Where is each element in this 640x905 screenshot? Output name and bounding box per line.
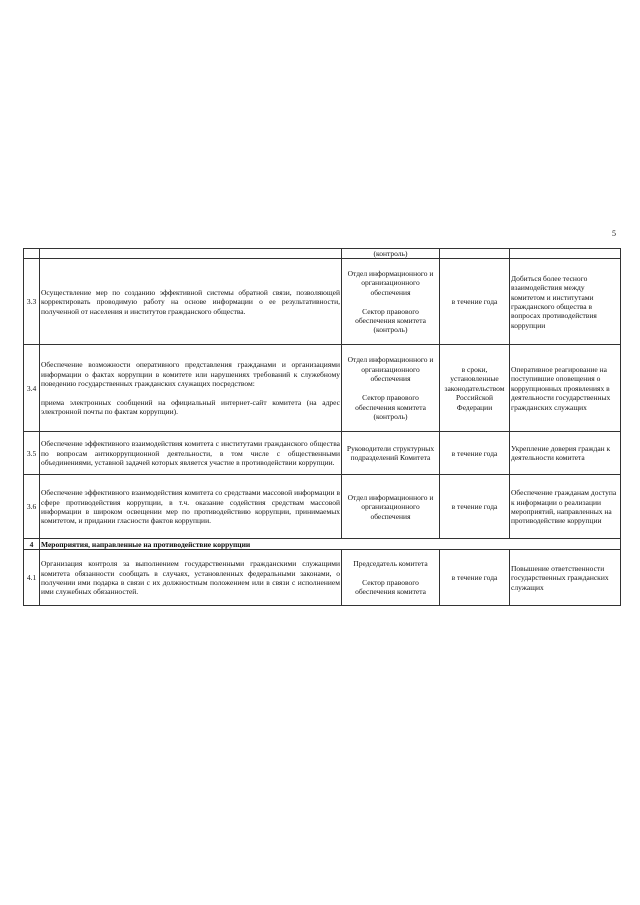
- responsible-cell: Отдел информационного и организационного обеспечения: [342, 475, 440, 539]
- result-cell: Повышение ответственности государственных гражданских служащих: [510, 550, 621, 606]
- row-number: 3.4: [24, 345, 40, 432]
- section-header-row: [24, 539, 621, 550]
- result-cell: [510, 249, 621, 259]
- deadline-cell: в течение года: [440, 259, 510, 345]
- measures-table: [23, 248, 621, 606]
- measure-description: Организация контроля за выполнением государственными гражданскими служащими комитета обязанности сообщать в случаях, установленных федеральными законами, о получении ими подарка в связи с их должностным положением или в связи с исполнением ими служебных обязанностей.: [40, 550, 342, 606]
- responsible-cell: Отдел информационного и организационного обеспечения Сектор правового обеспечения комитета (контроль): [342, 259, 440, 345]
- page-number: 5: [612, 229, 616, 238]
- result-cell: Укрепление доверия граждан к деятельности комитета: [510, 432, 621, 475]
- result-cell: Обеспечение гражданам доступа к информации о реализации мероприятий, направленных на противодействие коррупции: [510, 475, 621, 539]
- responsible-cell: (контроль): [342, 249, 440, 259]
- measure-description: Осуществление мер по созданию эффективной системы обратной связи, позволяющей корректировать проводимую работу на основе информации о ее результативности, полученной от населения и институтов гражданского общества.: [40, 259, 342, 345]
- deadline-cell: в течение года: [440, 550, 510, 606]
- deadline-cell: в течение года: [440, 432, 510, 475]
- measure-description: [40, 249, 342, 259]
- table-row: [24, 249, 621, 259]
- responsible-cell: Председатель комитета Сектор правового обеспечения комитета: [342, 550, 440, 606]
- deadline-cell: [440, 249, 510, 259]
- table-row: [24, 550, 621, 606]
- row-number: 3.5: [24, 432, 40, 475]
- table-row: [24, 345, 621, 432]
- measure-description: Обеспечение возможности оперативного представления гражданами и организациями информации о фактах коррупции в комитете или нарушениях требований к служебному поведению государственных гражданских служащих посредством: приема электронных сообщений на официальный интернет-сайт комитета (на адрес электронной почты по фактам коррупции).: [40, 345, 342, 432]
- table-row: [24, 259, 621, 345]
- result-cell: Добиться более тесного взаимодействия между комитетом и институтами гражданского общества в вопросах противодействия коррупции: [510, 259, 621, 345]
- row-number: 3.6: [24, 475, 40, 539]
- responsible-cell: Отдел информационного и организационного обеспечения Сектор правового обеспечения комитета (контроль): [342, 345, 440, 432]
- table-row: [24, 432, 621, 475]
- section-number: 4: [24, 539, 40, 550]
- responsible-cell: Руководители структурных подразделений Комитета: [342, 432, 440, 475]
- measure-description: Обеспечение эффективного взаимодействия комитета со средствами массовой информации в сфере противодействия коррупции, в т.ч. оказание содействия средствам массовой информации в широком освещении мер по противодействию коррупции, принимаемых комитетом, и придании гласности фактов коррупции.: [40, 475, 342, 539]
- row-number: [24, 249, 40, 259]
- row-number: 4.1: [24, 550, 40, 606]
- deadline-cell: в течение года: [440, 475, 510, 539]
- deadline-cell: в сроки, установленные законодательством Российской Федерации: [440, 345, 510, 432]
- result-cell: Оперативное реагирование на поступившие оповещения о коррупционных проявлениях в деятельности государственных гражданских служащих: [510, 345, 621, 432]
- measure-description: Обеспечение эффективного взаимодействия комитета с институтами гражданского общества по вопросам антикоррупционной деятельности, в том числе с общественными объединениями, уставной задачей которых является участие в противодействии коррупции.: [40, 432, 342, 475]
- section-title: Мероприятия, направленные на противодействие коррупции: [40, 539, 621, 550]
- table-row: [24, 475, 621, 539]
- row-number: 3.3: [24, 259, 40, 345]
